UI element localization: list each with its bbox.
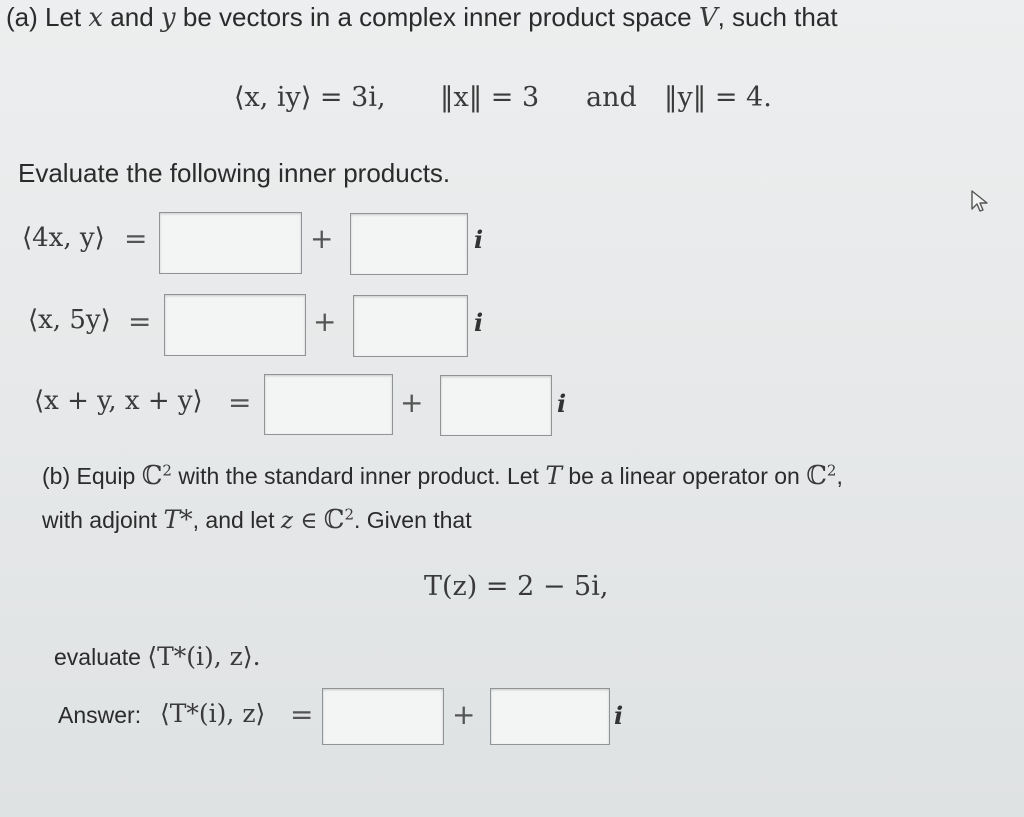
row1-imag-input[interactable] (350, 213, 468, 275)
row3-imag-input[interactable] (440, 375, 552, 436)
row1-lhs: ⟨4x, y⟩ (22, 223, 105, 253)
row1-i-label: i (474, 225, 484, 254)
row2-i-label: i (474, 308, 484, 337)
row1-equals: = (124, 222, 148, 255)
row2-imag-input[interactable] (353, 295, 468, 357)
answer-expression: ⟨T*(i), z⟩ (160, 699, 266, 728)
evaluate-line: evaluate ⟨T*(i), z⟩. (54, 642, 261, 671)
answer-real-input[interactable] (322, 688, 444, 745)
answer-imag-input[interactable] (490, 688, 610, 745)
part-b-line1: (b) Equip ℂ$^2$ with the standard inner product. Let T be a linear operator on ℂ$^2$, (42, 461, 843, 491)
row1-plus: + (310, 222, 334, 255)
given-inner-product: ⟨x, iy⟩ = 3i, (234, 82, 386, 113)
row3-equals: = (228, 386, 252, 419)
row3-plus: + (400, 386, 424, 419)
evaluate-prompt: Evaluate the following inner products. (18, 158, 451, 188)
answer-i-label: i (614, 701, 624, 730)
given-and: and (586, 82, 637, 113)
mouse-pointer-icon (966, 187, 994, 215)
given-norm-x: ‖x‖ = 3 (440, 82, 540, 113)
part-b-line2: with adjoint T*, and let z ∈ ℂ$^2$. Given that (42, 505, 472, 535)
part-a-intro: (a) Let x and y be vectors in a complex inner product space V, such that (6, 2, 838, 33)
row2-equals: = (128, 305, 152, 338)
answer-label: Answer: (58, 702, 142, 728)
given-T-of-z: T(z) = 2 − 5i, (424, 571, 609, 602)
row3-lhs: ⟨x + y, x + y⟩ (34, 386, 203, 416)
row2-plus: + (313, 305, 337, 338)
given-norm-y: ‖y‖ = 4. (664, 82, 772, 113)
row3-real-input[interactable] (264, 374, 393, 435)
row1-real-input[interactable] (159, 212, 302, 274)
answer-equals: = (290, 698, 314, 731)
answer-plus: + (452, 698, 476, 731)
row3-i-label: i (557, 389, 567, 418)
row2-real-input[interactable] (164, 294, 306, 356)
row2-lhs: ⟨x, 5y⟩ (28, 305, 111, 335)
